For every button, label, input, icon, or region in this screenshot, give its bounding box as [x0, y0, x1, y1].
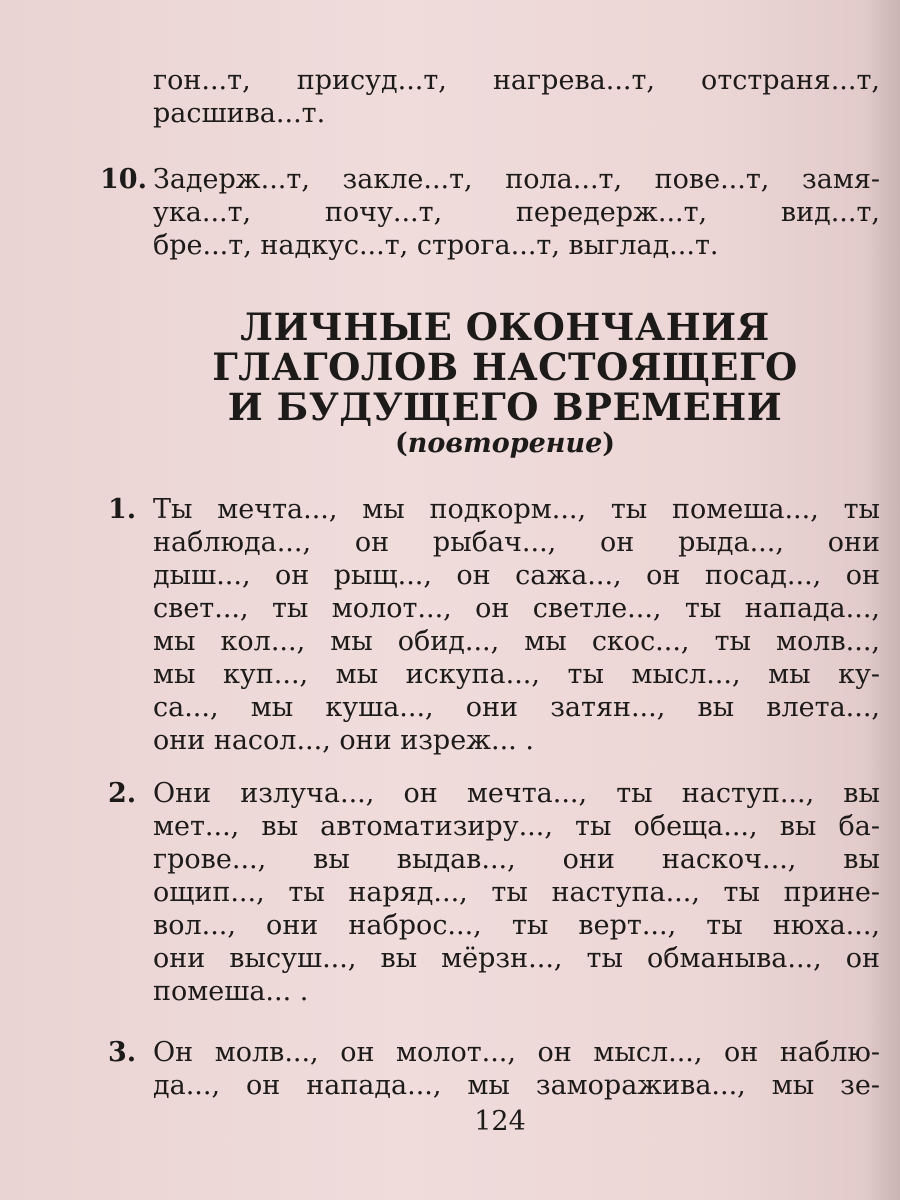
page-number: 124 — [474, 1106, 526, 1137]
exercise-2-line-3: грове..., вы выдав..., они наскоч..., вы — [153, 844, 880, 875]
exercise-2-line-1: Они излуча..., он мечта..., ты наступ..., вы — [153, 778, 880, 809]
section-title-line-3: И БУДУЩЕГО ВРЕМЕНИ — [227, 385, 783, 429]
subtitle-close-paren: ) — [602, 428, 616, 459]
exercise-1-line-8: они насол..., они изреж... . — [153, 725, 534, 756]
exercise-2-line-2: мет..., вы автоматизиру..., ты обеща..., вы ба- — [153, 811, 880, 842]
exercise-3-line-1: Он молв..., он молот..., он мысл..., он наблю- — [153, 1037, 880, 1068]
exercise-2-line-4: ощип..., ты наряд..., ты наступа..., ты прине- — [153, 877, 880, 908]
exercise-2-line-5: вол..., они наброс..., ты верт..., ты нюха..., — [153, 910, 880, 941]
exercise-2-line-6: они высуш..., вы мёрзн..., ты обманыва..., он — [153, 943, 880, 974]
exercise-10-number: 10. — [100, 164, 147, 195]
exercise-2-number: 2. — [108, 778, 137, 809]
exercise-1-line-2: наблюда..., он рыбач..., он рыда..., они — [153, 527, 880, 558]
exercise-1-line-5: мы кол..., мы обид..., мы скос..., ты молв..., — [153, 626, 880, 657]
exercise-1-number: 1. — [108, 494, 137, 525]
exercise-10-line-2: ука...т, почу...т, передерж...т, вид...т, — [153, 197, 880, 228]
exercise-10-line-1: Задерж...т, закле...т, пола...т, пове...т, замя- — [153, 164, 880, 195]
exercise-1-line-7: са..., мы куша..., они затян..., вы влета..., — [153, 692, 880, 723]
prev-exercise-line-1: гон...т, присуд...т, нагрева...т, отстраня...т, — [153, 65, 880, 96]
exercise-3-number: 3. — [108, 1037, 137, 1068]
section-title-line-1: ЛИЧНЫЕ ОКОНЧАНИЯ — [240, 305, 770, 349]
exercise-3-line-2: да..., он напада..., мы заморажива..., мы зе- — [153, 1070, 880, 1101]
subtitle-text: повторение — [407, 428, 603, 459]
exercise-2-line-7: помеша... . — [153, 976, 309, 1007]
exercise-1-line-3: дыш..., он рыщ..., он сажа..., он посад..., он — [153, 560, 880, 591]
prev-exercise-line-2: расшива...т. — [153, 98, 326, 129]
section-subtitle — [0, 428, 900, 460]
exercise-1-line-1: Ты мечта..., мы подкорм..., ты помеша..., ты — [153, 494, 880, 525]
subtitle-open-paren: ( — [394, 428, 408, 459]
exercise-1-line-6: мы куп..., мы искупа..., ты мысл..., мы ку- — [153, 659, 880, 690]
exercise-10-line-3: бре...т, надкус...т, строга...т, выглад...т. — [153, 230, 719, 261]
section-title-line-2: ГЛАГОЛОВ НАСТОЯЩЕГО — [212, 345, 798, 389]
exercise-1-line-4: свет..., ты молот..., он светле..., ты напада..., — [153, 593, 880, 624]
